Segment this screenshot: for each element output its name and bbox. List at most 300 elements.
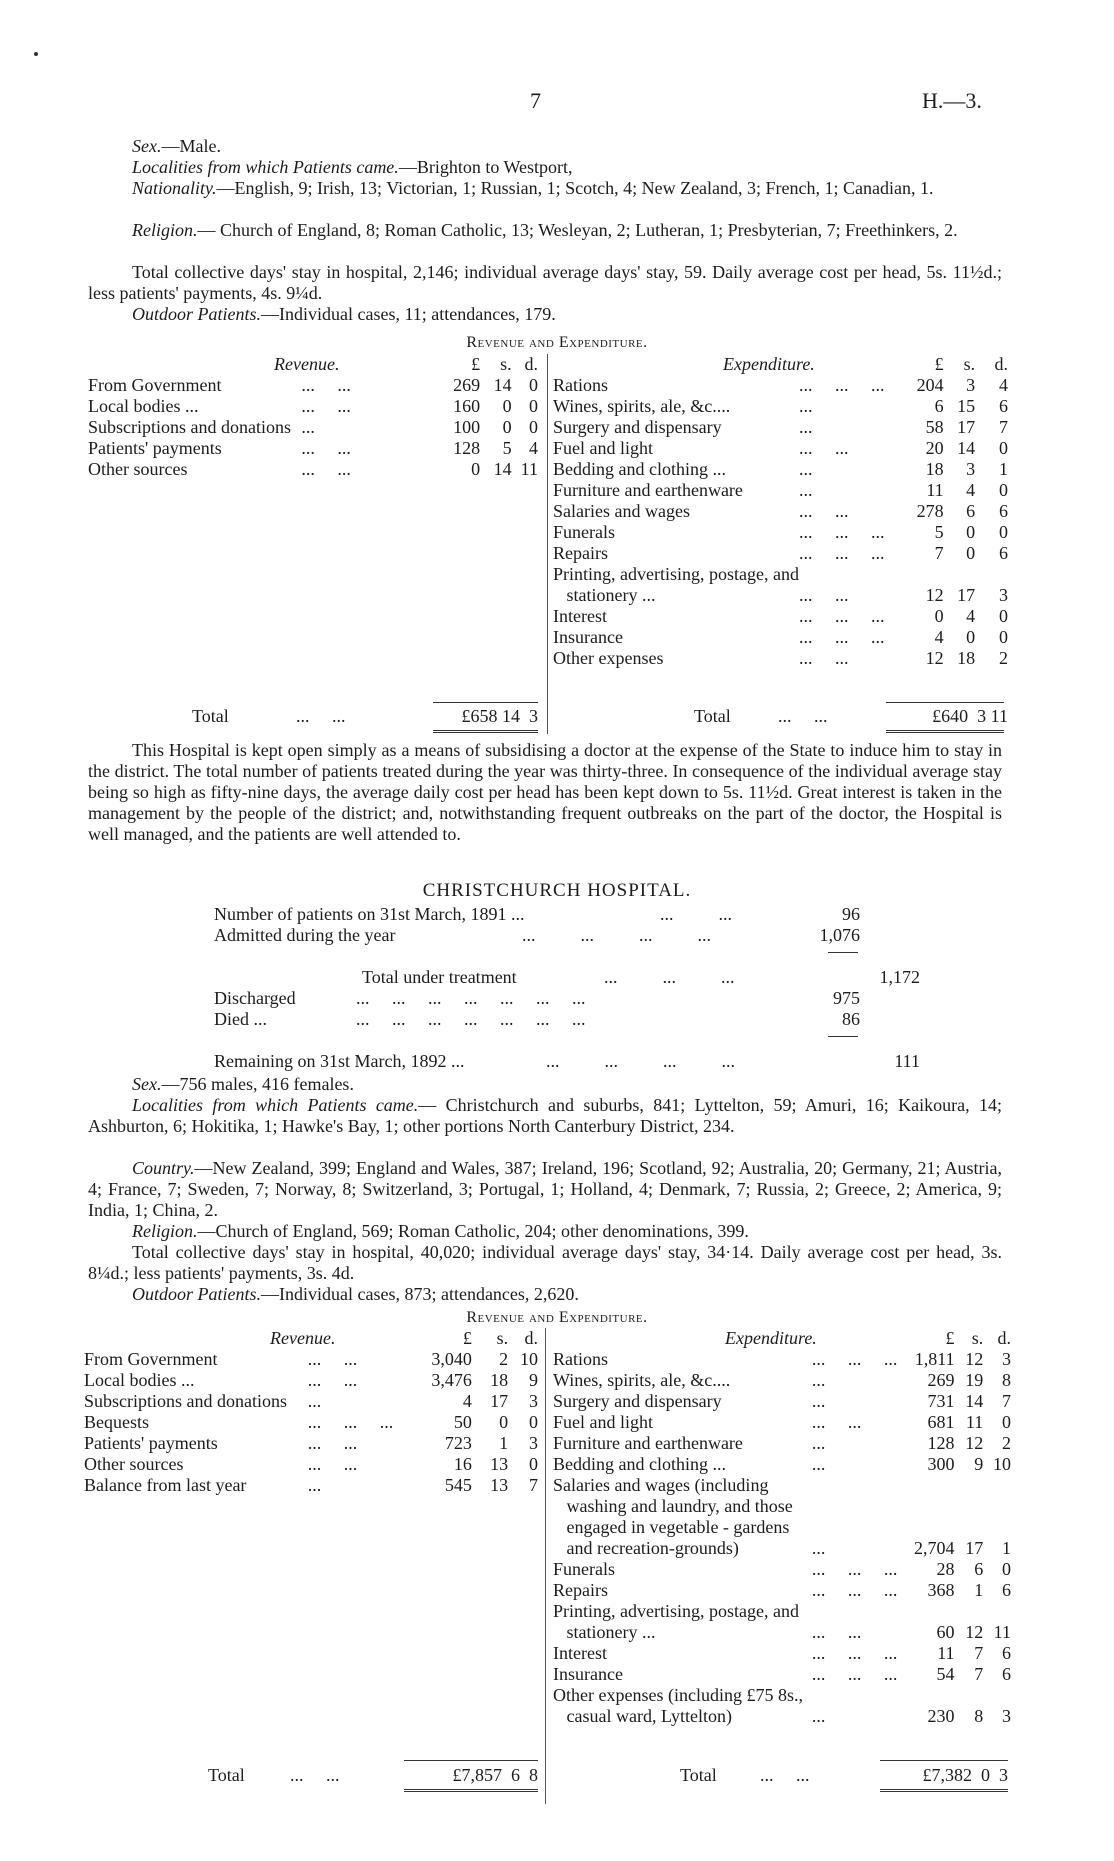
expenditure-row: [553, 627, 1008, 648]
expenditure-total-label: Total: [694, 706, 731, 726]
cc-expenditure-item-label: washing and laundry, and those: [553, 1496, 793, 1516]
cc-expenditure-shillings: 12: [965, 1622, 984, 1642]
cc-expenditure-shillings: [955, 1517, 984, 1538]
cc-expenditure-leader-dots: ...: [811, 1538, 826, 1558]
cc-expenditure-pence: 0: [1002, 1412, 1011, 1432]
stat-discharged-dots: ... ... ... ... ... ... ...: [356, 988, 586, 1008]
cc-religion-value: —Church of England, 569; Roman Catholic, 204; other denominations, 399.: [197, 1221, 749, 1241]
cc-revenue-row: [84, 1433, 538, 1454]
expenditure-shillings: 3: [966, 459, 976, 479]
cc-revenue-row: [84, 1454, 538, 1475]
expenditure-item-label: Other expenses: [553, 648, 664, 668]
revenue-heading: Revenue.: [274, 354, 340, 374]
expenditure-pounds: 20: [925, 438, 944, 458]
cc-expenditure-shillings: 1: [974, 1580, 984, 1600]
stat-died-value: 86: [842, 1009, 860, 1029]
christchurch-title: CHRISTCHURCH HOSPITAL.: [422, 880, 692, 901]
sex-line: [88, 136, 1002, 157]
cc-revenue-pence: 9: [529, 1370, 538, 1390]
stat-died-label: Died ...: [214, 1009, 267, 1029]
outdoor-line: [88, 304, 1002, 325]
expenditure-shillings: 0: [966, 522, 976, 542]
cc-revenue-row: [84, 1475, 538, 1496]
remarks-paragraph: This Hospital is kept open simply as a means of subsidising a doctor at the expense of the State to induce him to stay in the district. The total number of patients treated during the year was thirty-three. In consequence of the individual average stay being so high as fifty-nine days, the average daily cost per head has been kept down to 5s. 11½d. Great interest is taken in the management by the people of the district; and, notwithstanding frequent outbreaks on the part of the doctor, the Hospital is well managed, and the patients are well attended to.: [88, 740, 1002, 844]
expenditure-pence: 7: [999, 417, 1008, 437]
cc-sex-line: [88, 1074, 1002, 1095]
cc-expenditure-item-label: Funerals: [553, 1559, 615, 1579]
expenditure-item-label: Surgery and dispensary: [553, 417, 722, 437]
cc-expenditure-pounds: 269: [927, 1370, 955, 1390]
cc-expenditure-leader-dots: ...: [811, 1370, 826, 1390]
expenditure-leader-dots: ...: [798, 417, 813, 437]
cc-expenditure-item-label: Bedding and clothing ...: [553, 1454, 726, 1474]
localities-line: [88, 157, 1002, 178]
table-divider: [547, 354, 548, 734]
cc-sex-value: —756 males, 416 females.: [161, 1074, 354, 1094]
expenditure-table: [553, 354, 1008, 669]
expenditure-pence: 3: [999, 585, 1008, 605]
cc-localities-paragraph: [88, 1095, 1002, 1137]
cc-expenditure-shillings: [955, 1496, 984, 1517]
cc-religion-label: Religion.: [132, 1221, 198, 1241]
col-pounds: £: [471, 354, 481, 374]
cc-revenue-header-row: [84, 1328, 538, 1349]
cc-expenditure-pounds: 681: [927, 1412, 955, 1432]
expenditure-pounds: 18: [925, 459, 944, 479]
cc-expenditure-pence: 2: [1002, 1433, 1011, 1453]
expenditure-row: [553, 438, 1008, 459]
cc-expenditure-item-label: Wines, spirits, ale, &c....: [553, 1370, 731, 1390]
cc-expenditure-item-label: Interest: [553, 1643, 607, 1663]
cc-expenditure-item-label: Printing, advertising, postage, and: [553, 1601, 799, 1621]
cc-revenue-shillings: 1: [499, 1433, 509, 1453]
expenditure-shillings: 15: [957, 396, 976, 416]
expenditure-pence: 0: [999, 606, 1008, 626]
cc-expenditure-leader-dots: ... ... ...: [811, 1559, 898, 1579]
expenditure-shillings: 4: [966, 606, 976, 626]
expenditure-leader-dots: ... ...: [798, 585, 849, 605]
expenditure-pence: 4: [999, 375, 1008, 395]
cc-expenditure-leader-dots: ...: [811, 1391, 826, 1411]
cc-expenditure-pence: 1: [1002, 1538, 1011, 1558]
revenue-item-label: From Government: [88, 375, 222, 395]
cc-expenditure-pence: 3: [1002, 1349, 1011, 1369]
cc-expenditure-row: [553, 1454, 1011, 1475]
cc-revenue-item-label: Bequests: [84, 1412, 149, 1432]
outdoor-value: —Individual cases, 11; attendances, 179.: [261, 304, 556, 324]
cc-sex-label: Sex.: [132, 1074, 162, 1094]
expenditure-pence: 0: [999, 627, 1008, 647]
cc-revenue-pounds: 723: [444, 1433, 472, 1453]
cc-expenditure-row: [553, 1349, 1011, 1370]
stat-admitted-label: Admitted during the year: [214, 925, 396, 945]
cc-revenue-pounds: 545: [444, 1475, 472, 1495]
expenditure-item-label: stationery ...: [553, 585, 656, 605]
cc-stay-paragraph: Total collective days' stay in hospital, 40,020; individual average days' stay, 34·14. Daily average cost per head, 3s. 8¼d.; less patients' payments, 3s. 4d.: [88, 1242, 1002, 1283]
expenditure-item-label: Rations: [553, 375, 609, 395]
cc-expenditure-pence: 6: [1002, 1580, 1011, 1600]
cc-expenditure-leader-dots: ... ... ...: [811, 1643, 898, 1663]
cc-expenditure-pence: 11: [993, 1622, 1011, 1642]
cc-expenditure-leader-dots: ... ... ...: [811, 1664, 898, 1684]
revenue-row: [88, 417, 538, 438]
cc-revenue-row: [84, 1391, 538, 1412]
localities-label: Localities from which Patients came.: [132, 157, 399, 177]
localities-value: —Brighton to Westport,: [398, 157, 573, 177]
expenditure-pence: 6: [999, 543, 1008, 563]
cc-expenditure-shillings: [955, 1685, 984, 1706]
cc-revenue-pounds: 4: [462, 1391, 472, 1411]
cc-expenditure-row: [553, 1664, 1011, 1685]
stat-discharged-label: Discharged: [214, 988, 296, 1008]
expenditure-pounds: 11: [926, 480, 944, 500]
cc-expenditure-pounds: 300: [927, 1454, 955, 1474]
religion-label: Religion.: [132, 220, 198, 240]
cc-revenue-pence: 0: [529, 1412, 538, 1432]
expenditure-item-label: Printing, advertising, postage, and: [553, 564, 799, 584]
expenditure-pounds: 204: [916, 375, 944, 395]
cc-revenue-heading: Revenue.: [270, 1328, 336, 1348]
expenditure-row: [553, 480, 1008, 501]
cc-expenditure-total-amount: £7,382 0 3: [922, 1765, 1008, 1785]
cc-expenditure-shillings: 19: [965, 1370, 984, 1390]
cc-revenue-item-label: Patients' payments: [84, 1433, 218, 1453]
cc-expenditure-shillings: 12: [965, 1349, 984, 1369]
cc-expenditure-pence: [983, 1601, 1011, 1622]
cc-expenditure-leader-dots: ...: [811, 1433, 826, 1453]
expenditure-row: [553, 648, 1008, 669]
cc-revenue-total-amount: £7,857 6 8: [452, 1765, 538, 1785]
cc-revenue-pounds: 16: [453, 1454, 472, 1474]
cc-expenditure-pence: [983, 1496, 1011, 1517]
cc-expenditure-item-label: engaged in vegetable - gardens: [553, 1517, 790, 1537]
cc-revenue-shillings: 18: [490, 1370, 509, 1390]
col-shillings: s.: [496, 1328, 509, 1348]
expenditure-item-label: Furniture and earthenware: [553, 480, 743, 500]
cc-revenue-pence: 10: [520, 1349, 538, 1369]
expenditure-row: [553, 459, 1008, 480]
revenue-item-label: Other sources: [88, 459, 188, 479]
revenue-shillings: 14: [493, 459, 512, 479]
cc-expenditure-row: [553, 1496, 1011, 1517]
expenditure-leader-dots: ...: [798, 480, 813, 500]
cc-expenditure-row: [553, 1475, 1011, 1496]
cc-expenditure-item-label: Salaries and wages (including: [553, 1475, 769, 1495]
revenue-item-label: Subscriptions and donations: [88, 417, 291, 437]
cc-country-label: Country.: [132, 1158, 195, 1178]
expenditure-item-label: Funerals: [553, 522, 615, 542]
cc-expenditure-leader-dots: ... ...: [811, 1412, 862, 1432]
cc-expenditure-shillings: [955, 1601, 984, 1622]
cc-expenditure-row: [553, 1622, 1011, 1643]
cc-expenditure-shillings: 8: [974, 1706, 984, 1726]
cc-expenditure-pence: 7: [1002, 1391, 1011, 1411]
cc-expenditure-pence: 6: [1002, 1643, 1011, 1663]
stat-remaining-value: 111: [894, 1051, 920, 1071]
expenditure-pounds: 58: [925, 417, 944, 437]
cc-expenditure-shillings: 7: [974, 1664, 984, 1684]
expenditure-leader-dots: ... ... ...: [798, 375, 885, 395]
expenditure-row: [553, 417, 1008, 438]
cc-expenditure-item-label: Furniture and earthenware: [553, 1433, 743, 1453]
stat-start-value: 96: [842, 904, 860, 924]
cc-expenditure-shillings: 17: [965, 1538, 984, 1558]
col-shillings: s.: [963, 354, 976, 374]
cc-expenditure-leader-dots: [812, 1496, 898, 1517]
revenue-total-amount: £658 14 3: [461, 706, 538, 726]
stat-admitted-dots: ... ... ... ...: [522, 925, 711, 945]
cc-country-value: —New Zealand, 399; England and Wales, 387; Ireland, 196; Scotland, 92; Australia, 20; Germany, 21; Austria, 4; France, 7; Sweden, 7; Norway, 8; Switzerland, 3; Portugal, 1; Holland, 4; Denmark, 7; Russia, 2; Greece, 2; America, 9; India, 1; China, 2.: [88, 1158, 1002, 1220]
cc-expenditure-pounds: 2,704: [914, 1538, 955, 1558]
revenue-pence: 0: [529, 375, 538, 395]
cc-expenditure-leader-dots: [812, 1475, 898, 1496]
cc-revenue-shillings: 2: [499, 1349, 509, 1369]
revenue-leader-dots: ... ...: [301, 375, 351, 395]
revenue-pounds: 269: [453, 375, 481, 395]
expenditure-leader-dots: ... ...: [798, 501, 849, 521]
cc-expenditure-shillings: 12: [965, 1433, 984, 1453]
expenditure-row: [553, 396, 1008, 417]
cc-revenue-leader-dots: ... ... ...: [307, 1412, 394, 1432]
cc-expenditure-heading: Expenditure.: [725, 1328, 817, 1348]
stat-remaining-label: Remaining on 31st March, 1892 ...: [214, 1051, 465, 1071]
revenue-leader-dots: ... ...: [301, 396, 351, 416]
nationality-paragraph: [88, 178, 1002, 199]
cc-expenditure-leader-dots: [812, 1685, 898, 1706]
expenditure-pounds: 12: [925, 585, 944, 605]
revenue-total-label: Total: [192, 706, 229, 726]
cc-revenue-item-label: Other sources: [84, 1454, 184, 1474]
expenditure-leader-dots: ... ...: [798, 648, 849, 668]
cc-expenditure-item-label: Surgery and dispensary: [553, 1391, 722, 1411]
cc-expenditure-pence: 6: [1002, 1664, 1011, 1684]
cc-revenue-pence: 3: [529, 1433, 538, 1453]
page-number: 7: [530, 88, 541, 113]
cc-expenditure-total-label: Total: [680, 1765, 717, 1785]
cc-revenue-leader-dots: ... ...: [307, 1454, 358, 1474]
revenue-leader-dots: ... ...: [301, 438, 351, 458]
cc-expenditure-item-label: Rations: [553, 1349, 609, 1369]
expenditure-item-label: Wines, spirits, ale, &c....: [553, 396, 731, 416]
cc-expenditure-pence: 0: [1002, 1559, 1011, 1579]
col-pence: d.: [524, 1328, 538, 1348]
cc-revenue-leader-dots: ... ...: [307, 1349, 358, 1369]
nationality-value: —English, 9; Irish, 13; Victorian, 1; Russian, 1; Scotch, 4; New Zealand, 3; French, 1; Canadian, 1.: [216, 178, 934, 198]
revenue-leader-dots: ... ...: [301, 459, 351, 479]
cc-expenditure-shillings: [955, 1475, 984, 1496]
cc-revenue-pounds: 3,476: [431, 1370, 472, 1390]
col-shillings: s.: [971, 1328, 984, 1348]
cc-expenditure-pounds: 54: [936, 1664, 955, 1684]
col-pounds: £: [462, 1328, 472, 1348]
cc-revenue-expenditure-title: Revenue and Expenditure.: [466, 1309, 648, 1326]
page-reference: H.—3.: [922, 88, 982, 113]
revenue-item-label: Local bodies ...: [88, 396, 199, 416]
cc-expenditure-pence: [983, 1685, 1011, 1706]
print-speck: [34, 52, 38, 56]
cc-revenue-row: [84, 1349, 538, 1370]
stat-total-dots: ... ... ...: [604, 967, 735, 987]
cc-expenditure-pounds: [897, 1475, 954, 1496]
cc-expenditure-pounds: [897, 1496, 954, 1517]
stat-total-value: 1,172: [879, 967, 920, 987]
cc-expenditure-total-rule: [880, 1760, 1008, 1761]
expenditure-item-label: Insurance: [553, 627, 623, 647]
cc-expenditure-shillings: 11: [965, 1412, 984, 1432]
cc-revenue-pence: 7: [529, 1475, 538, 1495]
cc-expenditure-pounds: [897, 1517, 954, 1538]
expenditure-row: [553, 564, 1008, 585]
expenditure-leader-dots: ...: [798, 396, 813, 416]
cc-table-divider: [545, 1328, 546, 1804]
expenditure-leader-dots: ... ... ...: [798, 543, 885, 563]
expenditure-total-amount: £640 3 11: [932, 706, 1008, 726]
revenue-pounds: 0: [471, 459, 481, 479]
cc-expenditure-item-label: stationery ...: [553, 1622, 656, 1642]
cc-expenditure-shillings: 14: [965, 1391, 984, 1411]
cc-expenditure-item-label: and recreation-grounds): [553, 1538, 739, 1558]
expenditure-shillings: 0: [966, 543, 976, 563]
expenditure-row: [553, 375, 1008, 396]
cc-revenue-pounds: 3,040: [431, 1349, 472, 1369]
cc-revenue-total-rule: [404, 1760, 538, 1761]
expenditure-row: [553, 522, 1008, 543]
col-pence: d.: [524, 354, 538, 374]
revenue-total-dots: ... ...: [296, 706, 346, 726]
cc-expenditure-row: [553, 1643, 1011, 1664]
expenditure-shillings: 0: [966, 627, 976, 647]
cc-expenditure-pounds: 1,811: [914, 1349, 955, 1369]
cc-expenditure-row: [553, 1601, 1011, 1622]
cc-expenditure-pounds: [897, 1601, 954, 1622]
cc-expenditure-row: [553, 1370, 1011, 1391]
stat-died-dots: ... ... ... ... ... ... ...: [356, 1009, 586, 1029]
cc-expenditure-row: [553, 1433, 1011, 1454]
outdoor-label: Outdoor Patients.: [132, 304, 261, 324]
revenue-total-rule: [433, 702, 538, 703]
expenditure-leader-dots: ... ... ...: [798, 627, 885, 647]
expenditure-item-label: Bedding and clothing ...: [553, 459, 726, 479]
expenditure-shillings: 17: [957, 585, 976, 605]
cc-revenue-total-dots: ... ...: [290, 1765, 340, 1785]
religion-value: — Church of England, 8; Roman Catholic, 13; Wesleyan, 2; Lutheran, 1; Presbyterian, 7; Freethinkers, 2.: [197, 220, 958, 240]
cc-revenue-pence: 3: [529, 1391, 538, 1411]
expenditure-shillings: 6: [966, 501, 976, 521]
revenue-row: [88, 459, 538, 480]
revenue-shillings: 0: [502, 396, 512, 416]
cc-expenditure-table: [553, 1328, 1011, 1727]
sex-value: —Male.: [161, 136, 221, 156]
cc-expenditure-total-dots: ... ...: [760, 1765, 810, 1785]
expenditure-pence: 0: [999, 480, 1008, 500]
expenditure-shillings: 4: [966, 480, 976, 500]
revenue-table: [88, 354, 538, 480]
expenditure-pence: 2: [999, 648, 1008, 668]
expenditure-row: [553, 585, 1008, 606]
cc-expenditure-pounds: 28: [936, 1559, 955, 1579]
cc-expenditure-leader-dots: ... ... ...: [811, 1349, 898, 1369]
cc-expenditure-leader-dots: [812, 1517, 898, 1538]
expenditure-leader-dots: [799, 564, 900, 585]
expenditure-heading: Expenditure.: [723, 354, 815, 374]
cc-expenditure-row: [553, 1517, 1011, 1538]
expenditure-shillings: 18: [957, 648, 976, 668]
cc-expenditure-pounds: 11: [937, 1643, 955, 1663]
expenditure-leader-dots: ... ... ...: [798, 606, 885, 626]
stat-start-dots: ... ...: [660, 904, 732, 924]
cc-religion-line: [88, 1221, 1002, 1242]
cc-expenditure-pence: [983, 1517, 1011, 1538]
cc-expenditure-total-double-rule: [880, 1789, 1008, 1792]
cc-revenue-item-label: From Government: [84, 1349, 218, 1369]
revenue-pence: 0: [529, 417, 538, 437]
cc-outdoor-line: [88, 1284, 1002, 1305]
expenditure-row: [553, 606, 1008, 627]
col-pounds: £: [934, 354, 944, 374]
cc-expenditure-pounds: 60: [936, 1622, 955, 1642]
cc-expenditure-item-label: Insurance: [553, 1664, 623, 1684]
cc-expenditure-leader-dots: ...: [811, 1706, 826, 1726]
revenue-pounds: 160: [453, 396, 481, 416]
cc-expenditure-shillings: 6: [974, 1559, 984, 1579]
expenditure-pence: 0: [999, 522, 1008, 542]
expenditure-item-label: Repairs: [553, 543, 608, 563]
cc-expenditure-leader-dots: [812, 1601, 898, 1622]
expenditure-pounds: [899, 564, 943, 585]
cc-expenditure-row: [553, 1685, 1011, 1706]
expenditure-pounds: 7: [934, 543, 944, 563]
cc-country-paragraph: [88, 1158, 1002, 1221]
cc-revenue-pounds: 50: [453, 1412, 472, 1432]
revenue-pounds: 128: [453, 438, 481, 458]
col-pence: d.: [997, 1328, 1011, 1348]
cc-expenditure-item-label: Other expenses (including £75 8s.,: [553, 1685, 803, 1705]
cc-revenue-pence: 0: [529, 1454, 538, 1474]
cc-revenue-leader-dots: ...: [307, 1475, 322, 1495]
expenditure-pence: [975, 564, 1008, 585]
cc-expenditure-item-label: Repairs: [553, 1580, 608, 1600]
cc-outdoor-label: Outdoor Patients.: [132, 1284, 261, 1304]
revenue-total-double-rule: [433, 730, 538, 733]
cc-expenditure-header-row: [553, 1328, 1011, 1349]
revenue-header-row: [88, 354, 538, 375]
revenue-leader-dots: ...: [301, 417, 315, 437]
cc-revenue-leader-dots: ... ...: [307, 1370, 358, 1390]
cc-revenue-total-label: Total: [208, 1765, 245, 1785]
revenue-row: [88, 396, 538, 417]
expenditure-pounds: 12: [925, 648, 944, 668]
expenditure-pounds: 5: [934, 522, 944, 542]
cc-expenditure-pence: 8: [1002, 1370, 1011, 1390]
col-shillings: s.: [500, 354, 512, 374]
expenditure-pounds: 0: [934, 606, 944, 626]
cc-expenditure-pence: [983, 1475, 1011, 1496]
expenditure-shillings: 3: [966, 375, 976, 395]
stat-admitted-value: 1,076: [819, 925, 860, 945]
cc-localities-value: — Christchurch and suburbs, 841; Lyttelton, 59; Amuri, 16; Kaikoura, 14; Ashburton, 6; Hokitika, 1; Hawke's Bay, 1; other portions North Canterbury District, 234.: [88, 1095, 1002, 1136]
religion-paragraph: [88, 220, 1002, 241]
expenditure-item-label: Fuel and light: [553, 438, 653, 458]
cc-expenditure-pounds: [897, 1685, 954, 1706]
cc-revenue-item-label: Local bodies ...: [84, 1370, 195, 1390]
cc-expenditure-item-label: Fuel and light: [553, 1412, 653, 1432]
expenditure-item-label: Interest: [553, 606, 607, 626]
expenditure-total-rule: [886, 702, 1004, 703]
cc-revenue-leader-dots: ...: [307, 1391, 322, 1411]
expenditure-pence: 0: [999, 438, 1008, 458]
revenue-shillings: 14: [493, 375, 512, 395]
expenditure-pounds: 278: [916, 501, 944, 521]
